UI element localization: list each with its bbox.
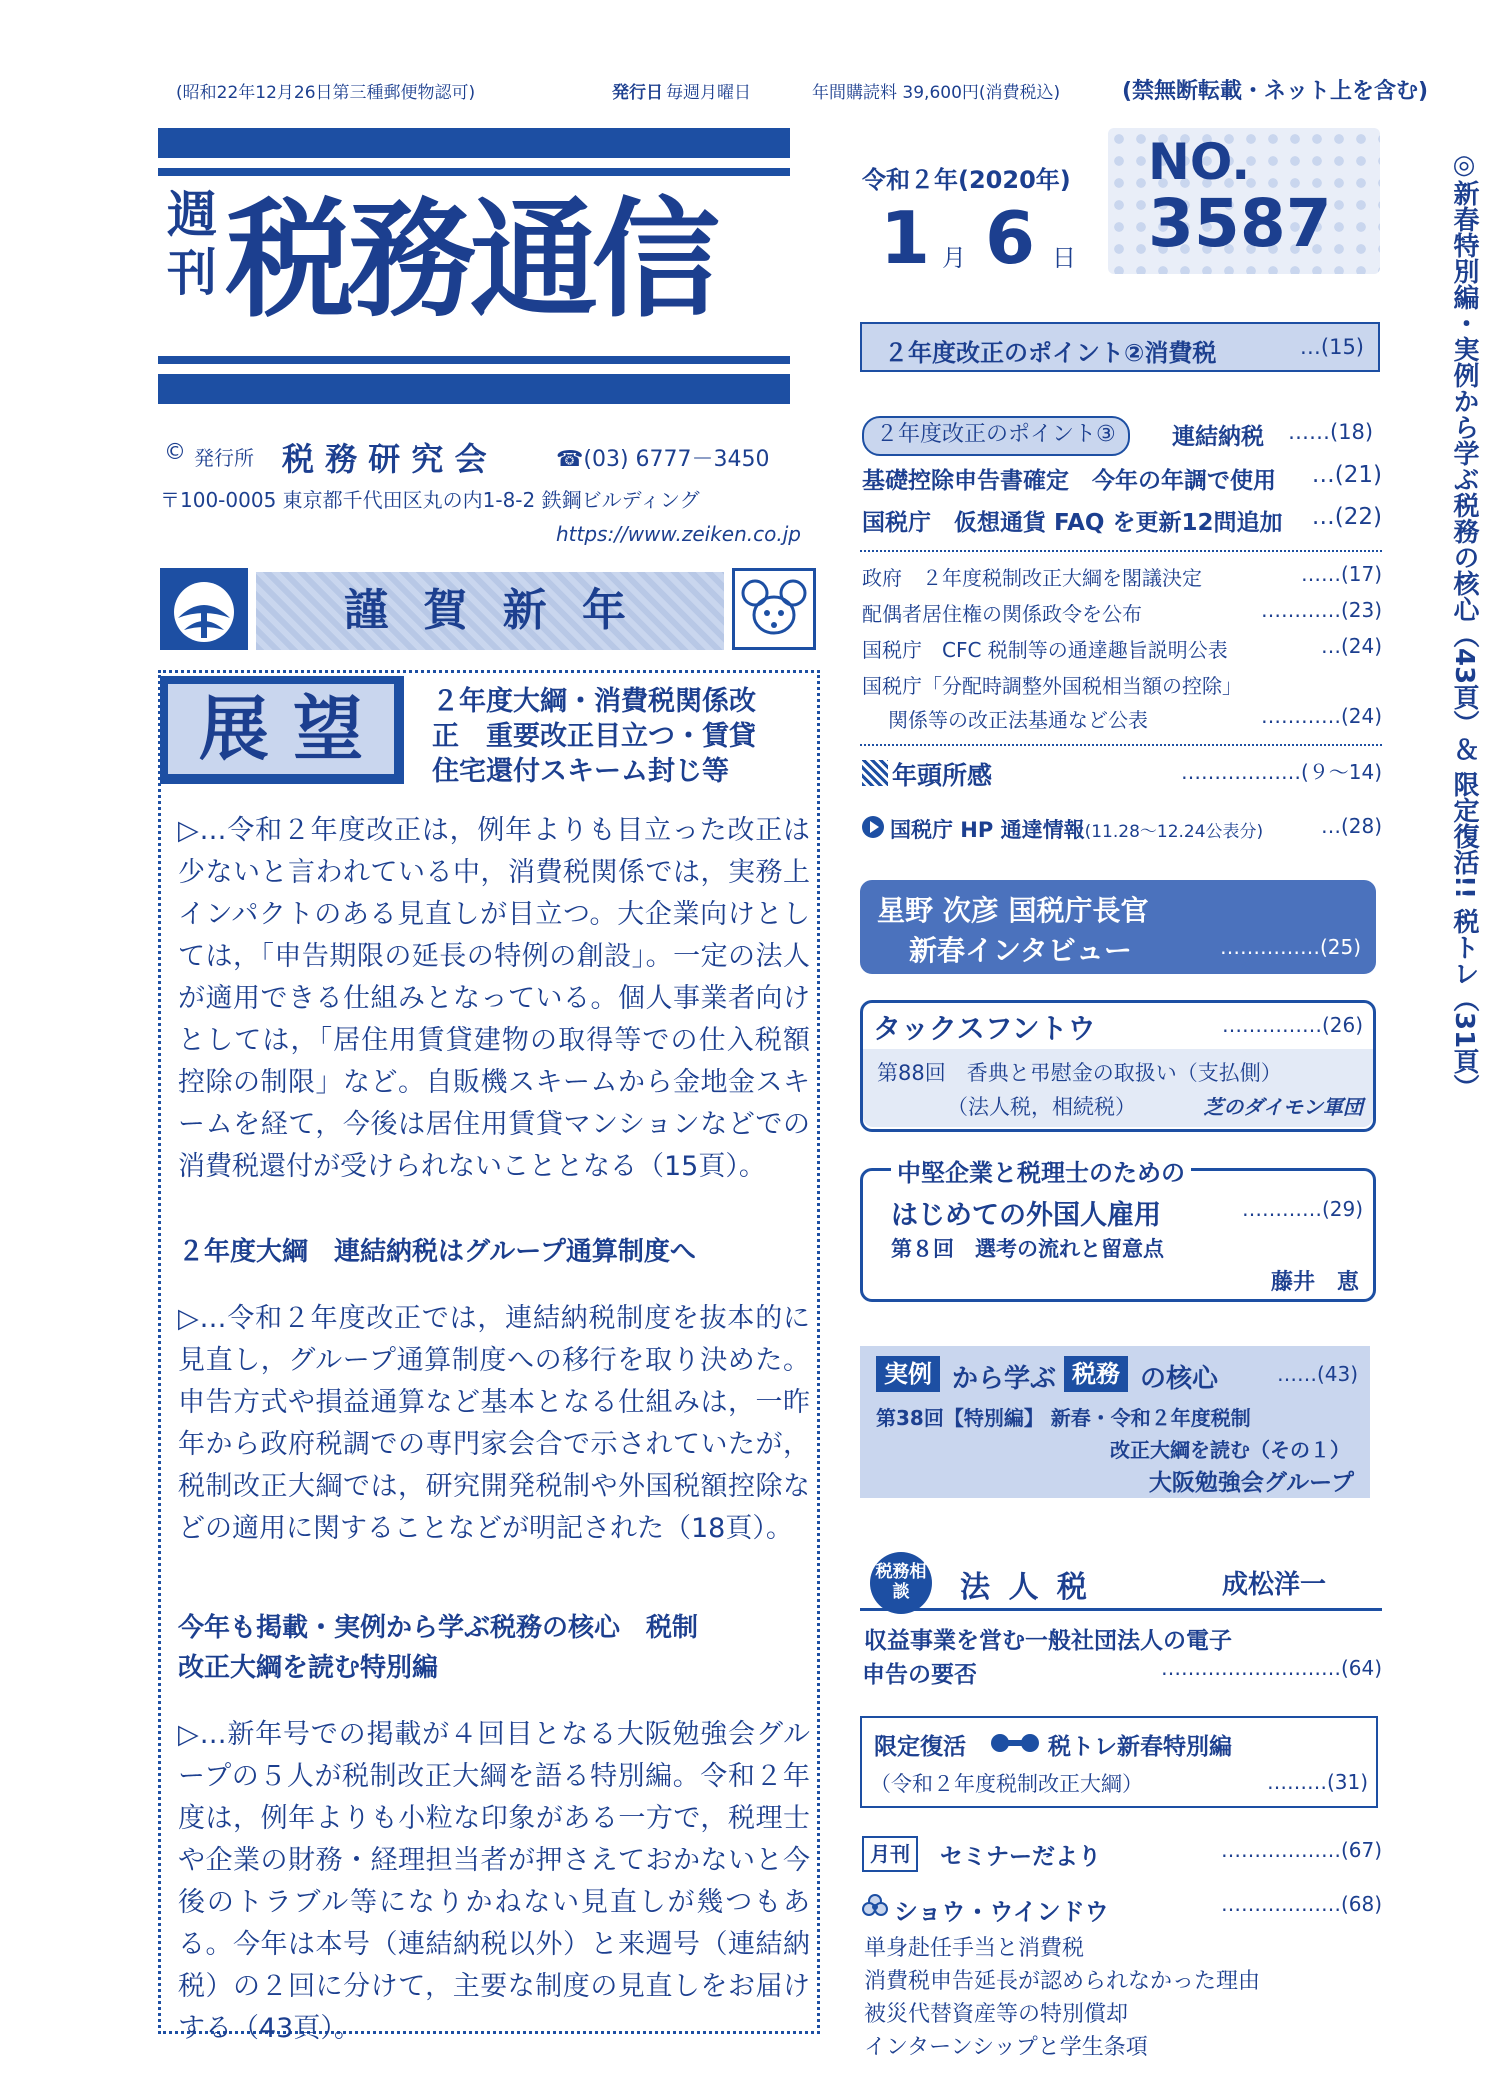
toc-top-banner-page: …(15) <box>1299 335 1364 359</box>
jitsurei-page: ……(43) <box>1276 1362 1358 1386</box>
tenbo-label: 展 望 <box>168 684 394 774</box>
toc-item-bunpai-1[interactable]: 国税庁「分配時調整外国税相当額の控除」 <box>862 674 1242 698</box>
permit-text: (昭和22年12月26日第三種郵便物認可) <box>176 83 476 103</box>
toc-divider-1 <box>860 550 1382 552</box>
toc-item-haigu[interactable] <box>862 598 1382 627</box>
toc-item-kasou-page: …(22) <box>1311 504 1382 530</box>
taxfuntow-title: タックスフントウ <box>873 1012 1096 1045</box>
issue-era: 令和２年(2020年) <box>862 166 1071 194</box>
play-icon <box>862 816 884 838</box>
toc-divider-2 <box>860 744 1382 746</box>
issue-day-unit: 日 <box>1052 244 1076 272</box>
tenbo-head-3 <box>178 1608 810 1688</box>
show-item[interactable]: 消費税申告延長が認められなかった理由 <box>864 1969 1261 1994</box>
pine-icon <box>160 568 248 650</box>
soudan-title: 法 人 税 <box>960 1570 1091 1605</box>
show-item[interactable]: 被災代替資産等の特別償却 <box>864 2002 1129 2027</box>
toc-hp-sub: (11.28～12.24公表分) <box>1084 822 1264 842</box>
zeitore-title: 税トレ新春特別編 <box>1048 1734 1232 1760</box>
toc-nento[interactable] <box>892 756 1382 792</box>
taxfuntow-author: 芝のダイモン軍団 <box>1203 1095 1363 1119</box>
publisher-label: 発行所 <box>194 446 254 470</box>
issue-month-unit: 月 <box>942 244 966 272</box>
show-title: ショウ・ウインドウ <box>894 1898 1109 1926</box>
soudan-author: 成松洋一 <box>1222 1570 1327 1600</box>
soudan-badge: 税務相談 <box>870 1552 932 1614</box>
soudan-page: ………………………(64) <box>1160 1656 1382 1680</box>
zeitore-page: ………(31) <box>1266 1770 1368 1794</box>
mouse-emblem <box>732 568 816 650</box>
publisher-name: 税 務 研 究 会 <box>282 440 487 478</box>
toc-top-banner[interactable] <box>860 322 1380 372</box>
soudan-line2-row[interactable] <box>862 1656 1382 1689</box>
toc-item-kasou-text: 国税庁 仮想通貨 FAQ を更新12問追加 <box>862 510 1283 536</box>
masthead-shukan: 週刊 <box>167 186 217 302</box>
toc-item-haigu-page: …………(23) <box>1260 598 1382 622</box>
taxfuntow-page: ……………(26) <box>1221 1013 1363 1037</box>
link-dumbbell-icon <box>990 1732 1040 1754</box>
tenbo-head-2: ２年度大綱 連結納税はグループ通算制度へ <box>178 1237 696 1267</box>
tenbo-label-box <box>160 676 404 784</box>
show-item[interactable]: インターンシップと学生条項 <box>864 2035 1148 2060</box>
zeitore-box[interactable] <box>860 1716 1378 1808</box>
toc-item-kiso-text: 基礎控除申告書確定 今年の年調で使用 <box>862 468 1276 494</box>
taxfuntow-box[interactable] <box>860 1000 1376 1132</box>
toc-point3-page: ……(18) <box>1288 420 1374 444</box>
issue-day: 毎週月曜日 <box>666 83 751 103</box>
chuken-line2: はじめての外国人雇用 <box>891 1200 1161 1231</box>
toc-item-seifu-text: 政府 ２年度税制改正大綱を閣議決定 <box>862 566 1202 590</box>
chuken-box[interactable] <box>860 1159 1376 1302</box>
chuken-author: 藤井 恵 <box>1270 1270 1359 1295</box>
toc-item-seifu[interactable] <box>862 562 1382 591</box>
tenbo-headline-2: 正 重要改正目立つ・賃貸 <box>432 721 756 752</box>
copy-notice: (禁無断転載・ネット上を含む) <box>1122 79 1429 104</box>
flower-icon <box>862 1894 888 1920</box>
toc-item-kasou[interactable] <box>862 504 1382 537</box>
issue-number-panel <box>1108 128 1380 274</box>
seminar-row[interactable] <box>940 1838 1382 1871</box>
greeting-banner <box>256 572 724 650</box>
soudan-rule <box>860 1608 1382 1611</box>
toc-hp-text: 国税庁 HP 通達情報 <box>890 818 1085 842</box>
interview-page: ……………(25) <box>1219 935 1361 959</box>
masthead-title: 税務通信 <box>226 186 715 335</box>
interview-line1: 星野 次彦 国税庁長官 <box>877 894 1149 927</box>
seminar-page: ………………(67) <box>1220 1838 1382 1862</box>
chuken-page: …………(29) <box>1241 1197 1363 1221</box>
toc-item-bunpai-2[interactable] <box>862 704 1382 733</box>
mouse-icon <box>735 571 813 647</box>
subscription: 年間購読料 39,600円(消費税込) <box>812 83 1061 103</box>
taxfuntow-line1: 第88回 香典と弔慰金の取扱い（支払側） <box>877 1061 1282 1085</box>
show-page: ………………(68) <box>1220 1892 1382 1916</box>
interview-line2: 新春インタビュー <box>909 934 1132 967</box>
jitsurei-badge-1: 実例 <box>876 1356 940 1392</box>
issue-number: 3587 <box>1148 185 1332 262</box>
tenbo-para-3: ▷…新年号での掲載が４回目となる大阪勉強会グループの５人が税制改正大綱を語る特別編。令和２年度は，例年よりも小粒な印象がある一方で，税理士や企業の財務・経理担当者が押さえておかないと今後のトラブル等になりかねない見直しが幾つもある。今年は本号（連結納税以外）と来週号（連結納税）の２回に分けて，主要な制度の見直しをお届けする（43頁）。 <box>178 1719 810 2044</box>
toc-item-kiso-page: …(21) <box>1311 462 1382 488</box>
tenbo-headline <box>432 684 756 789</box>
toc-item-cfc-text: 国税庁 CFC 税制等の通達趣旨説明公表 <box>862 638 1228 662</box>
toc-hp-page: …(28) <box>1320 814 1382 838</box>
toc-point3-text: 連結納税 <box>1172 424 1264 450</box>
publisher-url[interactable]: https://www.zeiken.co.jp <box>556 522 801 546</box>
show-items <box>864 1932 1260 2064</box>
jitsurei-line2: 改正大綱を読む（その１） <box>1110 1438 1350 1462</box>
jitsurei-box[interactable] <box>860 1346 1370 1498</box>
publisher-address: 〒100-0005 東京都千代田区丸の内1-8-2 鉄鋼ビルディング <box>160 488 700 512</box>
zeitore-label: 限定復活 <box>874 1734 966 1760</box>
toc-item-haigu-text: 配偶者居住権の関係政令を公布 <box>862 602 1142 626</box>
jitsurei-line1: 第38回【特別編】 新春・令和２年度税制 <box>876 1406 1251 1430</box>
toc-item-bunpai-2-page: …………(24) <box>1260 704 1382 728</box>
soudan-line1: 収益事業を営む一般社団法人の電子 <box>864 1628 1232 1654</box>
tenbo-headline-1: ２年度大綱・消費税関係改 <box>432 686 756 717</box>
toc-item-cfc-page: …(24) <box>1320 634 1382 658</box>
toc-item-seifu-page: ……(17) <box>1300 562 1382 586</box>
greeting-text: 謹 賀 新 年 <box>344 585 636 636</box>
jitsurei-author: 大阪勉強会グループ <box>1148 1470 1354 1496</box>
issue-day-label: 発行日 <box>612 83 663 103</box>
show-item[interactable]: 単身赴任手当と消費税 <box>864 1936 1085 1961</box>
jitsurei-badge-2: 税務 <box>1064 1356 1128 1392</box>
hatched-square-icon <box>862 760 888 786</box>
pine-emblem <box>160 568 248 650</box>
soudan-line2: 申告の要否 <box>862 1662 977 1688</box>
taxfuntow-line2: （法人税，相続税） <box>947 1095 1136 1119</box>
jitsurei-tail: の核心 <box>1140 1364 1219 1394</box>
issue-month: 1 <box>880 196 931 280</box>
tenbo-para-1: ▷…令和２年度改正は，例年よりも目立った改正は少ないと言われている中，消費税関係では，実務上インパクトのある見直しが目立つ。大企業向けとしては，「申告期限の延長の特例の創設」。一定の法人が適用できる仕組みとなっている。個人事業者向けとしては，「居住用賃貸建物の取得等での仕入税額控除の制限」など。自販機スキームから金地金スキームを経て，今後は居住用賃貸マンションなどでの消費税還付が受けられないこととなる（15頁）。 <box>178 815 810 1182</box>
tenbo-head-3-line1: 今年も掲載・実例から学ぶ税務の核心 税制 <box>178 1613 699 1643</box>
masthead <box>158 128 790 413</box>
zeitore-line2: （令和２年度税制改正大綱） <box>870 1772 1143 1796</box>
toc-hp[interactable] <box>890 814 1382 844</box>
show-row[interactable] <box>894 1892 1382 1927</box>
seminar-badge: 月刊 <box>862 1836 918 1872</box>
chuken-line3: 第８回 選考の流れと留意点 <box>891 1237 1164 1261</box>
issue-no-label: NO. <box>1148 133 1251 191</box>
toc-item-cfc[interactable] <box>862 634 1382 663</box>
toc-nento-text: 年頭所感 <box>892 761 993 790</box>
copyright-mark: © <box>164 440 186 465</box>
jitsurei-mid: から学ぶ <box>952 1364 1057 1394</box>
toc-item-bunpai-2-text: 関係等の改正法基通など公表 <box>888 708 1148 732</box>
tenbo-headline-3: 住宅還付スキーム封じ等 <box>432 756 729 787</box>
issue-day-num: 6 <box>985 196 1036 280</box>
interview-box[interactable] <box>860 880 1376 974</box>
toc-item-kiso[interactable] <box>862 462 1382 495</box>
publisher-phone: ☎(03) 6777－3450 <box>556 447 770 472</box>
toc-nento-page: ………………(９～14) <box>1180 760 1382 784</box>
toc-top-banner-text: ２年度改正のポイント②消費税 <box>884 339 1217 367</box>
seminar-title: セミナーだより <box>940 1844 1101 1870</box>
tenbo-head-3-line2: 改正大綱を読む特別編 <box>178 1653 439 1683</box>
toc-point3-badge[interactable]: ２年度改正のポイント③ <box>862 416 1130 456</box>
tenbo-para-2: ▷…令和２年度改正では，連結納税制度を抜本的に見直し，グループ通算制度への移行を取り決めた。申告方式や損益通算など基本となる仕組みは，一昨年から政府税調での専門家会合で示されていたが，税制改正大綱では，研究開発税制や外国税額控除などの適用に関することなどが明記された（18頁）。 <box>178 1303 810 1544</box>
vertical-banner: ◎新春特別編・実例から学ぶ税務の核心（43頁）＆ 限定復活!! 税トレ（31頁） <box>1449 150 1479 1101</box>
chuken-line1: 中堅企業と税理士のための <box>891 1153 1191 1188</box>
